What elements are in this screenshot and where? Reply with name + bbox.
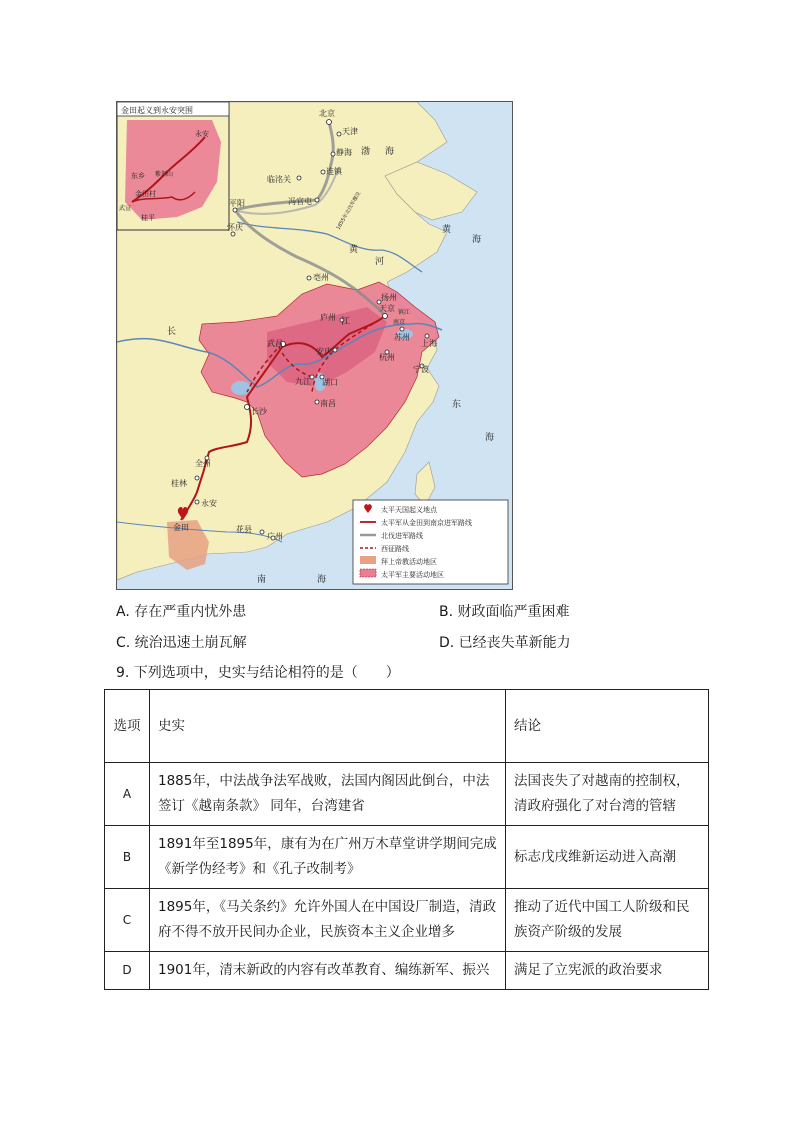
header-conclusion: 结论 bbox=[506, 690, 709, 763]
row-conclusion: 标志戊戌维新运动进入高潮 bbox=[506, 826, 709, 889]
table-row bbox=[105, 763, 709, 826]
legend-label: 太平天国起义地点 bbox=[381, 506, 437, 514]
row-conclusion: 法国丧失了对越南的控制权，清政府强化了对台湾的管辖 bbox=[506, 763, 709, 826]
legend-label: 太平军主要活动地区 bbox=[381, 571, 444, 579]
city-label: 平阳 bbox=[229, 199, 245, 208]
inset-label-zijingshan: 紫荆山 bbox=[155, 171, 174, 178]
sea-label: 东 bbox=[452, 400, 462, 410]
question-9-stem: 9. 下列选项中，史实与结论相符的是（ ） bbox=[116, 665, 400, 681]
table-row bbox=[105, 826, 709, 889]
city-label: 宁波 bbox=[413, 365, 429, 374]
row-option: C bbox=[105, 889, 150, 952]
city-label: 连镇 bbox=[326, 167, 342, 176]
city-label: 天京 bbox=[379, 304, 395, 313]
option-b: B. 财政面临严重困难 bbox=[439, 604, 570, 620]
river-label: 长 bbox=[167, 327, 177, 337]
row-option: B bbox=[105, 826, 150, 889]
header-option: 选项 bbox=[105, 690, 150, 763]
inset-label-jintiancun: 金田村 bbox=[135, 190, 156, 198]
city-label: 苏州 bbox=[394, 333, 410, 342]
map-svg bbox=[117, 102, 512, 589]
city-label: 冯官屯 bbox=[288, 197, 312, 206]
legend-label: 太平军从金田到南京进军路线 bbox=[381, 519, 472, 527]
option-c: C. 统治迅速土崩瓦解 bbox=[116, 635, 247, 651]
city-label: 武昌 bbox=[267, 339, 283, 348]
route-annotation: 1855年北伐军覆没 bbox=[335, 190, 363, 231]
row-conclusion: 满足了立宪派的政治要求 bbox=[506, 952, 709, 990]
city-label: 上海 bbox=[421, 339, 437, 348]
city-label: 庐州 bbox=[320, 313, 336, 322]
option-a: A. 存在严重内忧外患 bbox=[116, 604, 247, 620]
legend-label: 拜上帝教活动地区 bbox=[381, 558, 437, 566]
city-label: 安庆 bbox=[316, 347, 332, 356]
row-option: D bbox=[105, 952, 150, 990]
city-label: 怀庆 bbox=[227, 223, 243, 232]
dongting-lake bbox=[231, 381, 251, 395]
sea-label: 渤 bbox=[361, 147, 371, 157]
city-label: 桂林 bbox=[171, 479, 187, 488]
inset-panel bbox=[117, 102, 229, 230]
city-label: 南昌 bbox=[320, 399, 336, 408]
row-option: A bbox=[105, 763, 150, 826]
inset-label-guiping: 桂平 bbox=[141, 214, 155, 222]
salmon-area-icon bbox=[360, 556, 376, 564]
city-label: 扬州 bbox=[381, 293, 397, 302]
city-label: 长沙 bbox=[251, 407, 267, 416]
row-fact: 1895年，《马关条约》允许外国人在中国设厂制造，清政府不得不放开民间办企业，民族资本主义企业增多 bbox=[150, 889, 506, 952]
map-legend bbox=[353, 500, 508, 584]
city-label: 静海 bbox=[336, 148, 352, 157]
legend-label: 西征路线 bbox=[381, 545, 409, 553]
inset-label-wuxuan: 武宣 bbox=[119, 205, 132, 212]
sea-label: 海 bbox=[485, 433, 495, 443]
city-label: 湖口 bbox=[322, 378, 338, 387]
city-label: 广州 bbox=[267, 532, 283, 541]
question-9-table bbox=[104, 689, 709, 990]
river-label: 黄 bbox=[349, 245, 359, 255]
city-label: 九江 bbox=[295, 377, 311, 386]
city-label: 临洺关 bbox=[267, 175, 291, 184]
table-header-row bbox=[105, 690, 709, 763]
city-label: 花县 bbox=[236, 525, 252, 534]
sea-label: 黄 bbox=[442, 225, 452, 235]
city-label: 杭州 bbox=[379, 353, 395, 362]
table-row bbox=[105, 952, 709, 990]
inset-label-yongan: 永安 bbox=[195, 130, 209, 138]
legend-label: 北伐进军路线 bbox=[381, 532, 423, 540]
city-label: 镇江 bbox=[398, 309, 411, 316]
city-label: 北京 bbox=[319, 109, 335, 118]
row-conclusion: 推动了近代中国工人阶级和民族资产阶级的发展 bbox=[506, 889, 709, 952]
river-label: 河 bbox=[375, 257, 385, 267]
river-label: 江 bbox=[341, 317, 351, 327]
row-fact: 1891年至1895年，康有为在广州万木草堂讲学期间完成《新学伪经考》和《孔子改制考》 bbox=[150, 826, 506, 889]
city-label: 天津 bbox=[342, 127, 358, 136]
city-label: 亳州 bbox=[313, 273, 329, 282]
pink-area-icon bbox=[360, 569, 376, 577]
row-fact: 1885年，中法战争法军战败，法国内阁因此倒台，中法签订《越南条款》 同年，台湾建省 bbox=[150, 763, 506, 826]
city-label: 永安 bbox=[201, 499, 217, 508]
sea-label: 南 bbox=[257, 575, 267, 585]
city-label: 南京 bbox=[393, 319, 406, 326]
sea-label: 海 bbox=[385, 147, 395, 157]
option-d: D. 已经丧失革新能力 bbox=[439, 635, 571, 651]
sea-label: 海 bbox=[472, 235, 482, 245]
inset-title: 金田起义到永安突围 bbox=[121, 106, 193, 115]
sea-label: 海 bbox=[317, 575, 327, 585]
table-row bbox=[105, 889, 709, 952]
row-fact: 1901年，清末新政的内容有改革教育、编练新军、振兴 bbox=[150, 952, 506, 990]
inset-label-dongxiang: 东乡 bbox=[131, 172, 145, 180]
header-fact: 史实 bbox=[150, 690, 506, 763]
taiping-map bbox=[116, 101, 513, 590]
city-label: 金田 bbox=[173, 523, 189, 532]
city-label: 全州 bbox=[195, 459, 211, 468]
